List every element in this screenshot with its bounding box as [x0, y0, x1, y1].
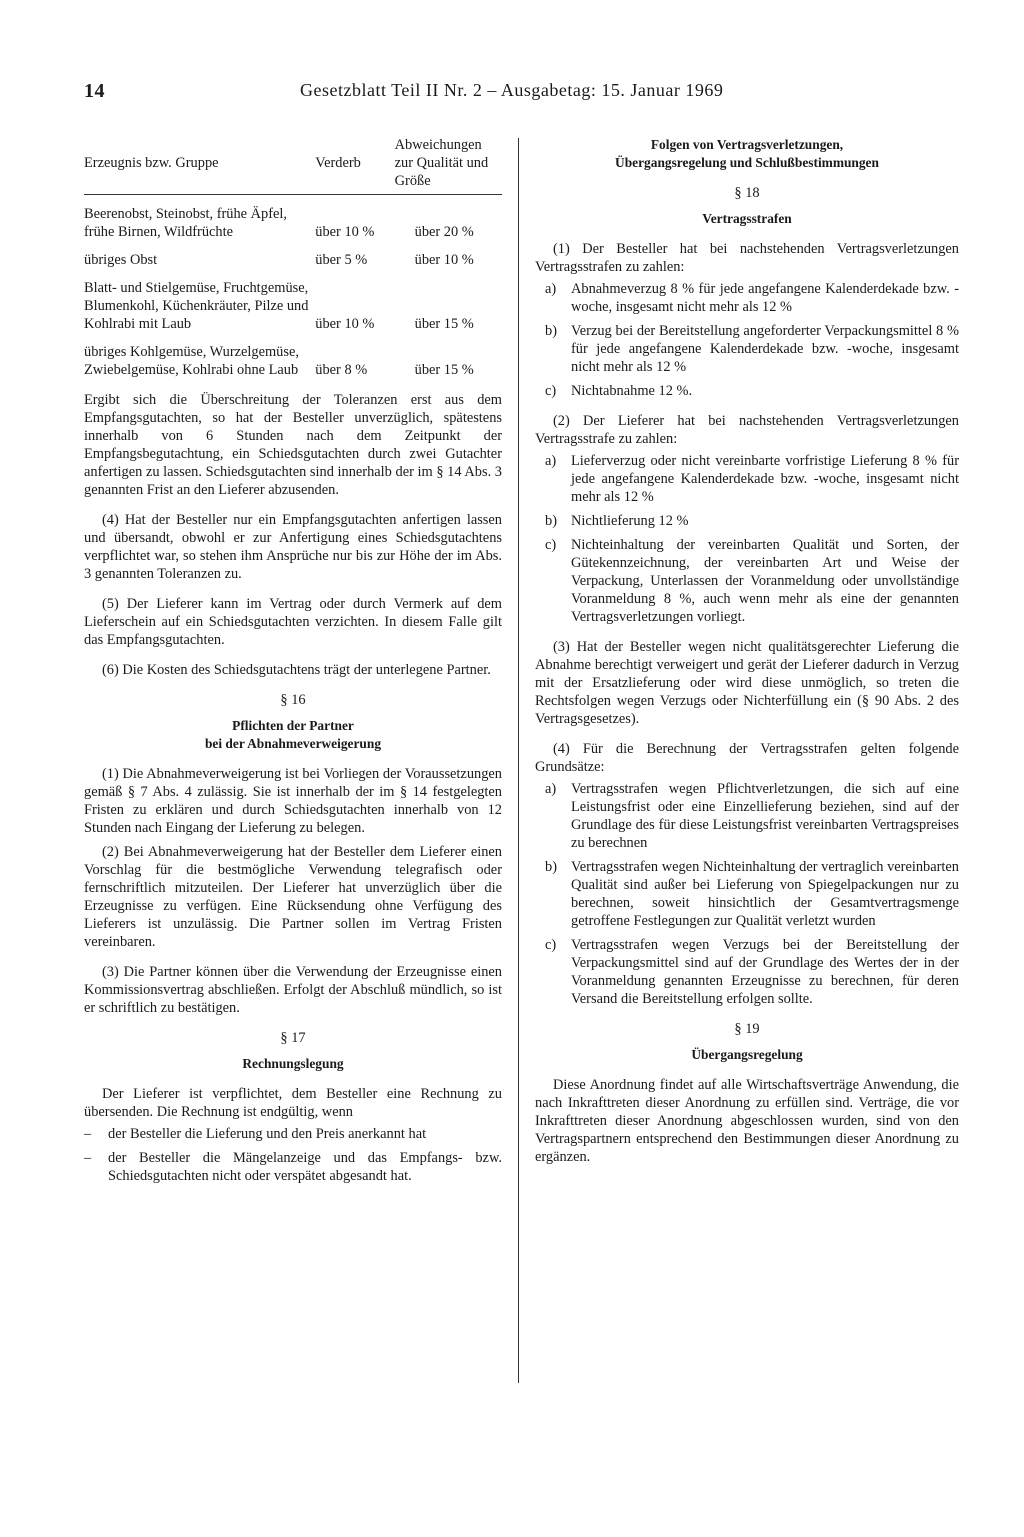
table-cell-deviation: über 20 % — [414, 224, 474, 240]
table-header-product: Erzeugnis bzw. Gruppe — [84, 136, 315, 195]
column-divider — [518, 138, 519, 1383]
list-item — [535, 858, 959, 930]
table-cell-product: übriges Obst — [84, 252, 158, 268]
table-cell-spoilage: über 10 % — [315, 316, 375, 332]
paragraph-ergibt: Ergibt sich die Überschreitung der Toleranzen erst aus dem Empfangsgutachten, so hat der Besteller unverzüglich, spätestens innerhalb von 6 Stunden nach dem Zeitpunkt der Empfangsbegutachtung, ein Schiedsgutachten durch zwei Gutachter anfertigen zu lassen. Schiedsgutachten sind innerhalb der im § 14 Abs. 3 genannten Frist an den Lieferer abzusenden. — [84, 392, 502, 498]
page-number: 14 — [84, 80, 105, 102]
section-18-title: Vertragsstrafen — [702, 211, 792, 226]
table-cell-spoilage: über 8 % — [315, 362, 368, 378]
list-item — [535, 452, 959, 506]
list-item-text: Verzug bei der Bereitstellung angeforderter Verpackungsmittel 8 % für jede angefangene Kalenderdekade bzw. -woche, insgesamt nicht mehr als 12 % — [571, 323, 959, 375]
table-cell-spoilage: über 5 % — [315, 252, 368, 268]
section-16-paragraph-2: (2) Bei Abnahmeverweigerung hat der Besteller dem Lieferer einen Vorschlag für die bestmögliche Verwendung telegrafisch oder fernschriftlich mitzuteilen. Der Lieferer hat unverzüglich über die Erzeugnisse zu verfügen. Eine Rücksendung ohne Verfügung des Lieferers ist unzulässig. Die Partner sollen im Vertrag Fristen vereinbaren. — [84, 844, 502, 950]
section-16-number: § 16 — [280, 692, 306, 708]
table-cell-spoilage: über 10 % — [315, 224, 375, 240]
list-item-text: der Besteller die Mängelanzeige und das Empfangs- bzw. Schiedsgutachten nicht oder verspätet abgesandt hat. — [108, 1150, 502, 1184]
table-row — [84, 279, 502, 333]
table-cell-deviation: über 15 % — [414, 362, 474, 378]
list-item-text: Vertragsstrafen wegen Pflichtverletzungen, die sich auf eine Leistungsfrist oder eine Einzellieferung beziehen, sind auf der Grundlage des für diese Leistungsfrist vereinbarten Vertragspreises zu berechnen — [571, 781, 959, 851]
list-item-mark: a) — [545, 453, 557, 469]
section-19-paragraph-1: Diese Anordnung findet auf alle Wirtschaftsverträge Anwendung, die nach Inkrafttreten dieser Anordnung zu erfüllen sind. Verträge, die vor Inkrafttreten dieser Anordnung abgeschlossen wurden, sind von den Vertragspartnern entsprechend den Bestimmungen dieser Anordnung zu ergänzen. — [535, 1077, 959, 1165]
list-item-mark: c) — [545, 537, 557, 553]
table-row — [84, 251, 502, 269]
list-item-text: der Besteller die Lieferung und den Preis anerkannt hat — [108, 1126, 427, 1142]
section-17-number: § 17 — [280, 1030, 306, 1046]
section-18-paragraph-1: (1) Der Besteller hat bei nachstehenden Vertragsverletzungen Vertragsstrafen zu zahlen: — [535, 241, 959, 275]
section-19-number: § 19 — [734, 1021, 760, 1037]
list-item-mark: a) — [545, 781, 557, 797]
table-cell-deviation: über 10 % — [414, 252, 474, 268]
section-17-title: Rechnungslegung — [242, 1056, 344, 1071]
section-18-number: § 18 — [734, 185, 760, 201]
section-16-title-line-1: Pflichten der Partner — [232, 718, 354, 733]
paragraph-6: (6) Die Kosten des Schiedsgutachtens trägt der unterlegene Partner. — [102, 662, 491, 678]
list-item — [84, 1125, 502, 1143]
paragraph-5: (5) Der Lieferer kann im Vertrag oder durch Vermerk auf dem Lieferschein auf ein Schiedsgutachten verzichten. In diesem Falle gilt das Empfangsgutachten. — [84, 596, 502, 648]
list-item — [535, 780, 959, 852]
list-item-mark: a) — [545, 281, 557, 297]
list-item — [84, 1149, 502, 1185]
list-item — [535, 512, 959, 530]
table-header-deviation: Abweichungen zur Qualität und Größe — [395, 136, 502, 195]
section-18-paragraph-4: (4) Für die Berechnung der Vertragsstrafen gelten folgende Grundsätze: — [535, 741, 959, 775]
list-item — [535, 382, 959, 400]
list-item-mark: b) — [545, 859, 557, 875]
list-item — [535, 936, 959, 1008]
list-item-text: Nichtlieferung 12 % — [571, 513, 689, 529]
right-column — [535, 136, 959, 1166]
paragraph-4: (4) Hat der Besteller nur ein Empfangsgutachten anfertigen lassen und übersandt, obwohl er zur Anfertigung eines Schiedsgutachtens verpflichtet war, so stehen ihm Ansprüche nur bis zur Höhe der im Abs. 3 genannten Toleranzen zu. — [84, 512, 502, 582]
section-18-paragraph-2: (2) Der Lieferer hat bei nachstehenden Vertragsverletzungen Vertragsstrafe zu zahlen: — [535, 413, 959, 447]
list-item-text: Nichteinhaltung der vereinbarten Qualität und Sorten, der Gütekennzeichnung, der vereinbarten Art und Weise der Verpackung, Unterlassen der Voranmeldung oder unvollständige Voranmeldung 8 %, auch wenn mehr als eine der genannten Vertragsverletzungen vorliegt. — [571, 537, 959, 625]
list-item-mark: – — [84, 1150, 92, 1166]
list-item — [535, 280, 959, 316]
page-header-title: Gesetzblatt Teil II Nr. 2 – Ausgabetag: 15. Januar 1969 — [300, 80, 724, 100]
table-cell-product: Blatt- und Stielgemüse, Fruchtgemüse, Blumenkohl, Küchenkräuter, Pilze und Kohlrabi mit Laub — [84, 280, 309, 332]
section-16-paragraph-3: (3) Die Partner können über die Verwendung der Erzeugnisse einen Kommissionsvertrag abschließen. Erfolgt der Abschluß mündlich, so ist er schriftlich zu bestätigen. — [84, 964, 502, 1016]
list-item-text: Vertragsstrafen wegen Verzugs bei der Bereitstellung der Verpackungsmittel sind auf der Grundlage des Wertes der in der Voranmeldung genannten Erzeugnisse zu berechnen, für deren Versand die Bereitstellung erfolgen sollte. — [571, 937, 959, 1007]
list-item — [535, 536, 959, 626]
section-19-title: Übergangsregelung — [691, 1047, 803, 1062]
section-17-paragraph-1: Der Lieferer ist verpflichtet, dem Besteller eine Rechnung zu übersenden. Die Rechnung ist endgültig, wenn — [84, 1086, 502, 1120]
list-item-mark: – — [84, 1126, 92, 1142]
list-item-mark: c) — [545, 937, 557, 953]
table-row — [84, 343, 502, 379]
list-item-text: Vertragsstrafen wegen Nichteinhaltung der vertraglich vereinbarten Qualität sind außer bei Lieferung von Spiegelpackungen nur zu berechnen, soweit hinsichtlich der Gesamtvertragsmenge getroffene Festlegungen zur Qualität verletzt wurden — [571, 859, 959, 929]
table-cell-product: Beerenobst, Steinobst, frühe Äpfel, frühe Birnen, Wildfrüchte — [84, 206, 288, 240]
tolerance-table — [84, 136, 502, 379]
table-cell-deviation: über 15 % — [414, 316, 474, 332]
chapter-heading-line-2: Übergangsregelung und Schlußbestimmungen — [615, 155, 879, 170]
chapter-heading-line-1: Folgen von Vertragsverletzungen, — [650, 137, 844, 152]
list-item-text: Abnahmeverzug 8 % für jede angefangene Kalenderdekade bzw. -woche, insgesamt nicht mehr als 12 % — [571, 281, 959, 315]
list-item-mark: b) — [545, 323, 557, 339]
left-column — [84, 136, 502, 1185]
section-16-title-line-2: bei der Abnahmeverweigerung — [204, 736, 382, 751]
section-18-paragraph-3: (3) Hat der Besteller wegen nicht qualitätsgerechter Lieferung die Abnahme berechtigt verweigert und gerät der Lieferer dadurch in Verzug mit der Ersatzlieferung oder wird diese unmöglich, so treten die Rechtsfolgen wegen Verzugs oder Nichterfüllung ein (§ 90 Abs. 2 des Vertragsgesetzes). — [535, 639, 959, 727]
list-item-text: Lieferverzug oder nicht vereinbarte vorfristige Lieferung 8 % für jede angefangene Kalenderdekade bzw. -woche, insgesamt nicht mehr als 12 % — [571, 453, 959, 505]
table-row — [84, 205, 502, 241]
table-header-spoilage: Verderb — [315, 136, 394, 195]
list-item-text: Nichtabnahme 12 %. — [571, 383, 693, 399]
list-item-mark: c) — [545, 383, 557, 399]
list-item — [535, 322, 959, 376]
list-item-mark: b) — [545, 513, 557, 529]
section-16-paragraph-1: (1) Die Abnahmeverweigerung ist bei Vorliegen der Voraussetzungen gemäß § 7 Abs. 4 zulässig. Sie ist innerhalb der im § 14 festgelegten Fristen zu erklären und durch Schiedsgutachten innerhalb von 12 Stunden nach Eingang der Lieferung zu belegen. — [84, 766, 502, 836]
table-cell-product: übriges Kohlgemüse, Wurzelgemüse, Zwiebelgemüse, Kohlrabi ohne Laub — [84, 344, 299, 378]
